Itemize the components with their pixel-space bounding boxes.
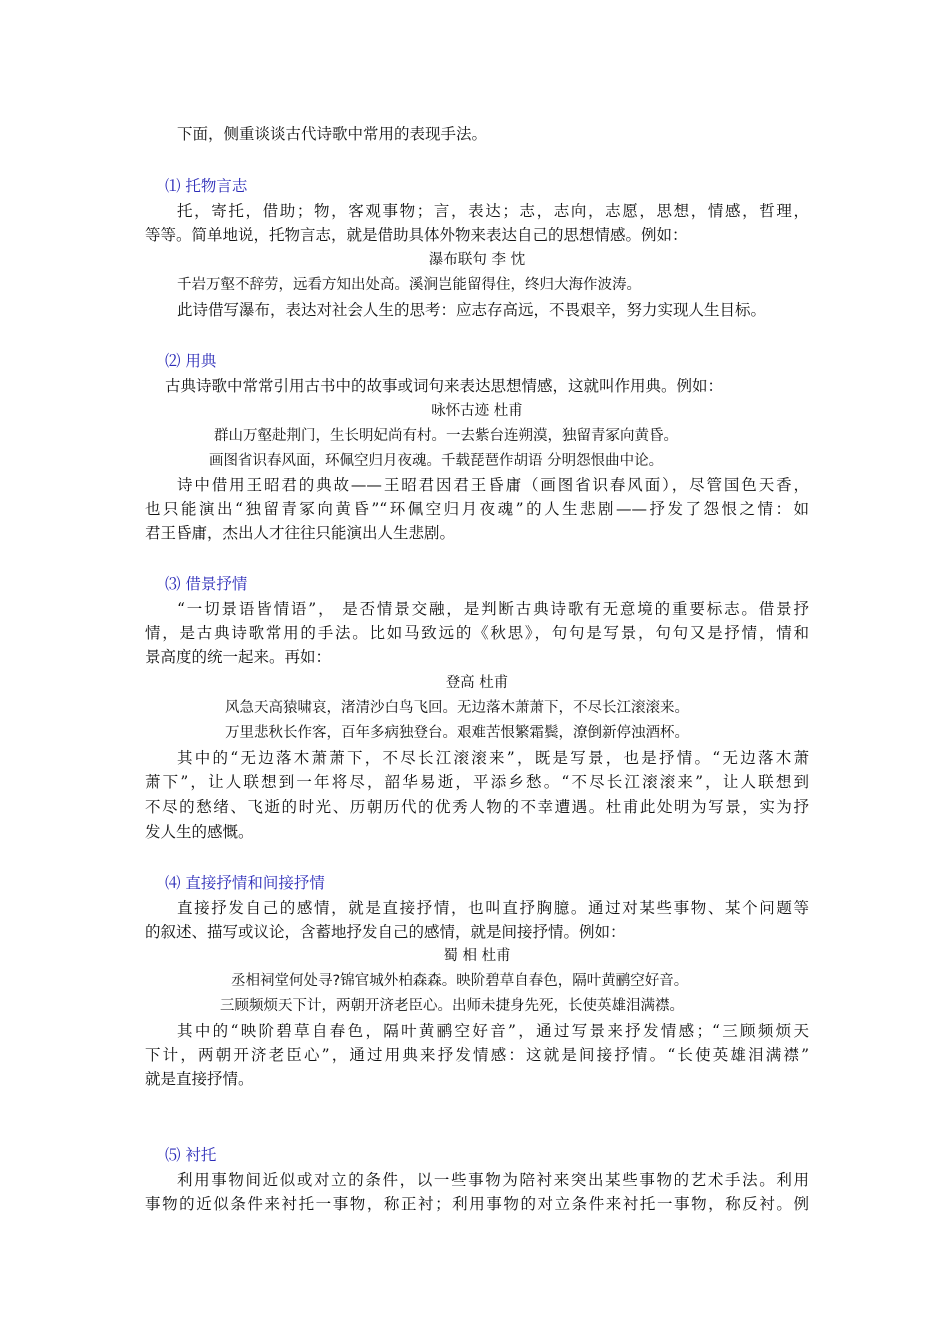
- poem-title-3: 登高 杜甫: [445, 675, 509, 691]
- section-3-text-line: 发人生的感慨。: [145, 823, 254, 841]
- poem-title-1: 瀑布联句 李 忱: [428, 252, 526, 268]
- poem-title-2: 咏怀古迹 杜甫: [431, 403, 523, 419]
- poem-line: 丞相祠堂何处寻?锦官城外柏森森。映阶碧草自春色，隔叶黄鹂空好音。: [231, 973, 689, 989]
- poem-line: 画图省识春风面，环佩空归月夜魂。千载琵琶作胡语 分明怨恨曲中论。: [209, 453, 664, 469]
- intro-paragraph: 下面，侧重谈谈古代诗歌中常用的表现手法。: [177, 125, 488, 143]
- section-3-text-line: 情，是古典诗歌常用的手法。比如马致远的《秋思》，句句是写景，句句又是抒情，情和: [145, 624, 809, 642]
- section-heading-2: ⑵ 用典: [165, 352, 217, 370]
- section-1-text-line: 等等。简单地说，托物言志，就是借助具体外物来表达自己的思想情感。例如：: [145, 226, 688, 244]
- poem-line: 三顾频烦天下计，两朝开济老臣心。出师未捷身先死，长使英雄泪满襟。: [220, 998, 684, 1014]
- section-4-text-line: 就是直接抒情。: [145, 1070, 254, 1088]
- poem-line: 万里悲秋长作客，百年多病独登台。艰难苦恨繁霜鬓，潦倒新停浊酒杯。: [225, 725, 689, 741]
- section-4-text-line: 下计，两朝开济老臣心”，通过用典来抒发情感：这就是间接抒情。“长使英雄泪满襟”: [145, 1046, 809, 1064]
- section-2-text-line: 诗中借用王昭君的典故——王昭君因君王昏庸（画图省识春风面），尽管国色天香，: [177, 476, 809, 494]
- section-5-text-line: 事物的近似条件来衬托一事物，称正衬；利用事物的对立条件来衬托一事物，称反衬。例: [145, 1195, 809, 1213]
- section-3-text-line: 其中的“无边落木萧萧下，不尽长江滚滚来”，既是写景，也是抒情。“无边落木萧: [177, 749, 809, 767]
- section-5-text-line: 利用事物间近似或对立的条件，以一些事物为陪衬来突出某些事物的艺术手法。利用: [177, 1171, 809, 1189]
- section-heading-3: ⑶ 借景抒情: [165, 575, 248, 593]
- section-2-text-line: 也只能演出“独留青冢向黄昏”“环佩空归月夜魂”的人生悲剧——抒发了怨恨之情：如: [145, 500, 809, 518]
- poem-line: 群山万壑赴荆门，生长明妃尚有村。一去紫台连朔漠，独留青冢向黄昏。: [214, 428, 678, 444]
- section-1-text-line: 托，寄托，借助；物，客观事物；言，表达；志，志向，志愿，思想，情感，哲理，: [177, 202, 809, 220]
- section-3-text-line: 不尽的愁绪、飞逝的时光、历朝历代的优秀人物的不幸遭遇。杜甫此处明为写景，实为抒: [145, 798, 809, 816]
- section-1-text-line: 此诗借写瀑布，表达对社会人生的思考：应志存高远，不畏艰辛，努力实现人生目标。: [177, 301, 767, 319]
- section-4-text-line: 的叙述、描写或议论，含蓄地抒发自己的感情，就是间接抒情。例如：: [145, 923, 626, 941]
- section-4-text-line: 其中的“映阶碧草自春色，隔叶黄鹂空好音”，通过写景来抒发情感；“三顾频烦天: [177, 1022, 809, 1040]
- section-2-text-line: 古典诗歌中常常引用古书中的故事或词句来表达思想情感，这就叫作用典。例如：: [165, 377, 724, 395]
- section-2-text-line: 君王昏庸，杰出人才往往只能演出人生悲剧。: [145, 524, 456, 542]
- section-heading-4: ⑷ 直接抒情和间接抒情: [165, 874, 325, 892]
- section-3-text-line: 景高度的统一起来。再如：: [145, 648, 332, 666]
- poem-title-4: 蜀 相 杜甫: [443, 948, 511, 964]
- section-3-text-line: 萧下”，让人联想到一年将尽，韶华易逝，平添乡愁。“不尽长江滚滚来”，让人联想到: [145, 773, 809, 791]
- section-3-text-line: “一切景语皆情语”， 是否情景交融，是判断古典诗歌有无意境的重要标志。借景抒: [177, 600, 809, 618]
- poem-line: 千岩万壑不辞劳，远看方知出处高。溪涧岂能留得住，终归大海作波涛。: [177, 277, 641, 293]
- section-4-text-line: 直接抒发自己的感情，就是直接抒情，也叫直抒胸臆。通过对某些事物、某个问题等: [177, 899, 809, 917]
- section-heading-5: ⑸ 衬托: [165, 1146, 217, 1164]
- section-heading-1: ⑴ 托物言志: [165, 177, 248, 195]
- poem-line: 风急天高猿啸哀，渚清沙白鸟飞回。无边落木萧萧下，不尽长江滚滚来。: [225, 700, 689, 716]
